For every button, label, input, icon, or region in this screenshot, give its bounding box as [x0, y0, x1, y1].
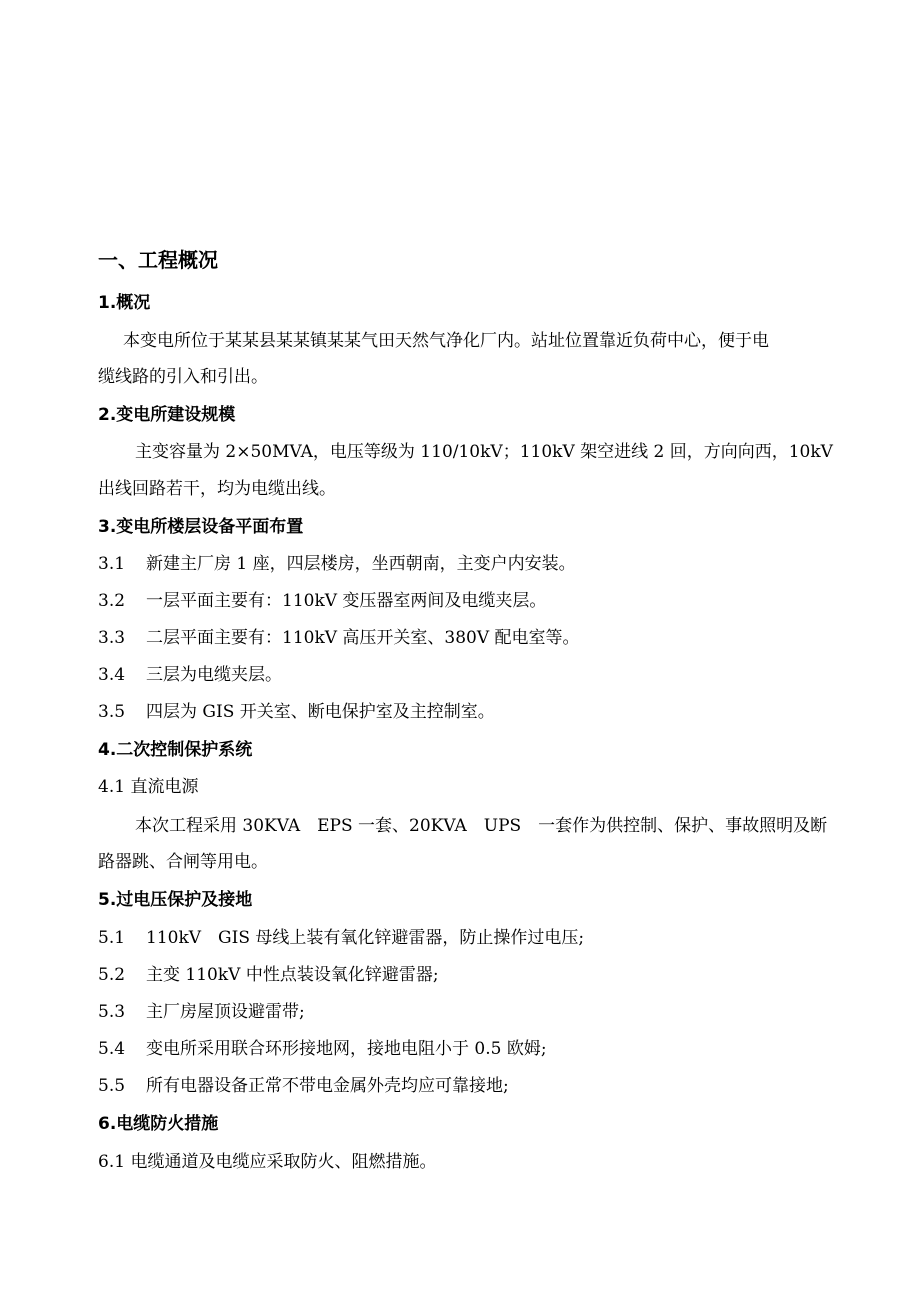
paragraph-2-line-2: 出线回路若干，均为电缆出线。 — [98, 479, 336, 499]
item-text: 一层平面主要有：110kV 变压器室两间及电缆夹层。 — [146, 591, 547, 611]
list-item — [98, 1038, 848, 1060]
sub-item-title: 4.1 直流电源 — [98, 777, 199, 797]
subsection-title-6: 6.电缆防火措施 — [98, 1114, 219, 1134]
subsection-title-4: 4.二次控制保护系统 — [98, 740, 253, 760]
item-text: 四层为 GIS 开关室、断电保护室及主控制室。 — [146, 702, 495, 722]
paragraph-1-line-2: 缆线路的引入和引出。 — [98, 367, 268, 387]
item-text: 新建主厂房 1 座，四层楼房，坐西朝南，主变户内安装。 — [146, 554, 576, 574]
subsection-title-5: 5.过电压保护及接地 — [98, 890, 253, 910]
item-number: 5.3 — [98, 1002, 126, 1022]
paragraph-4-line-2: 路器跳、合闸等用电。 — [98, 852, 268, 872]
sub-item-text: 6.1 电缆通道及电缆应采取防火、阻燃措施。 — [98, 1152, 437, 1172]
item-text: 所有电器设备正常不带电金属外壳均应可靠接地; — [146, 1076, 509, 1096]
item-number: 5.2 — [98, 965, 126, 985]
paragraph-4-line-1: 本次工程采用 30KVA EPS 一套、20KVA UPS 一套作为供控制、保护、事故照明及断 — [135, 816, 828, 836]
item-text: 二层平面主要有：110kV 高压开关室、380V 配电室等。 — [146, 628, 580, 648]
list-item — [98, 627, 848, 649]
paragraph-1-line-1: 本变电所位于某某县某某镇某某气田天然气净化厂内。站址位置靠近负荷中心，便于电 — [123, 331, 769, 351]
list-item — [98, 1001, 848, 1023]
item-number: 3.5 — [98, 702, 126, 722]
item-number: 5.1 — [98, 928, 126, 948]
item-number: 5.5 — [98, 1076, 126, 1096]
list-item — [98, 927, 848, 949]
section-heading: 一、工程概况 — [98, 248, 218, 272]
list-item — [98, 701, 848, 723]
list-item — [98, 964, 848, 986]
item-number: 3.2 — [98, 591, 126, 611]
list-item — [98, 1075, 848, 1097]
item-number: 3.3 — [98, 628, 126, 648]
item-text: 主变 110kV 中性点装设氧化锌避雷器; — [146, 965, 439, 985]
item-text: 110kV GIS 母线上装有氧化锌避雷器，防止操作过电压; — [146, 928, 585, 948]
item-number: 3.4 — [98, 665, 126, 685]
item-number: 3.1 — [98, 554, 126, 574]
list-item — [98, 553, 848, 575]
item-number: 5.4 — [98, 1039, 126, 1059]
item-text: 主厂房屋顶设避雷带; — [146, 1002, 305, 1022]
subsection-title-3: 3.变电所楼层设备平面布置 — [98, 517, 304, 537]
subsection-title-2: 2.变电所建设规模 — [98, 405, 236, 425]
list-item — [98, 664, 848, 686]
item-text: 变电所采用联合环形接地网，接地电阻小于 0.5 欧姆; — [146, 1039, 547, 1059]
subsection-title-1: 1.概况 — [98, 293, 151, 313]
list-item — [98, 590, 848, 612]
paragraph-2-line-1: 主变容量为 2×50MVA，电压等级为 110/10kV；110kV 架空进线 2 回，方向向西，10kV — [135, 442, 833, 462]
item-text: 三层为电缆夹层。 — [146, 665, 282, 685]
